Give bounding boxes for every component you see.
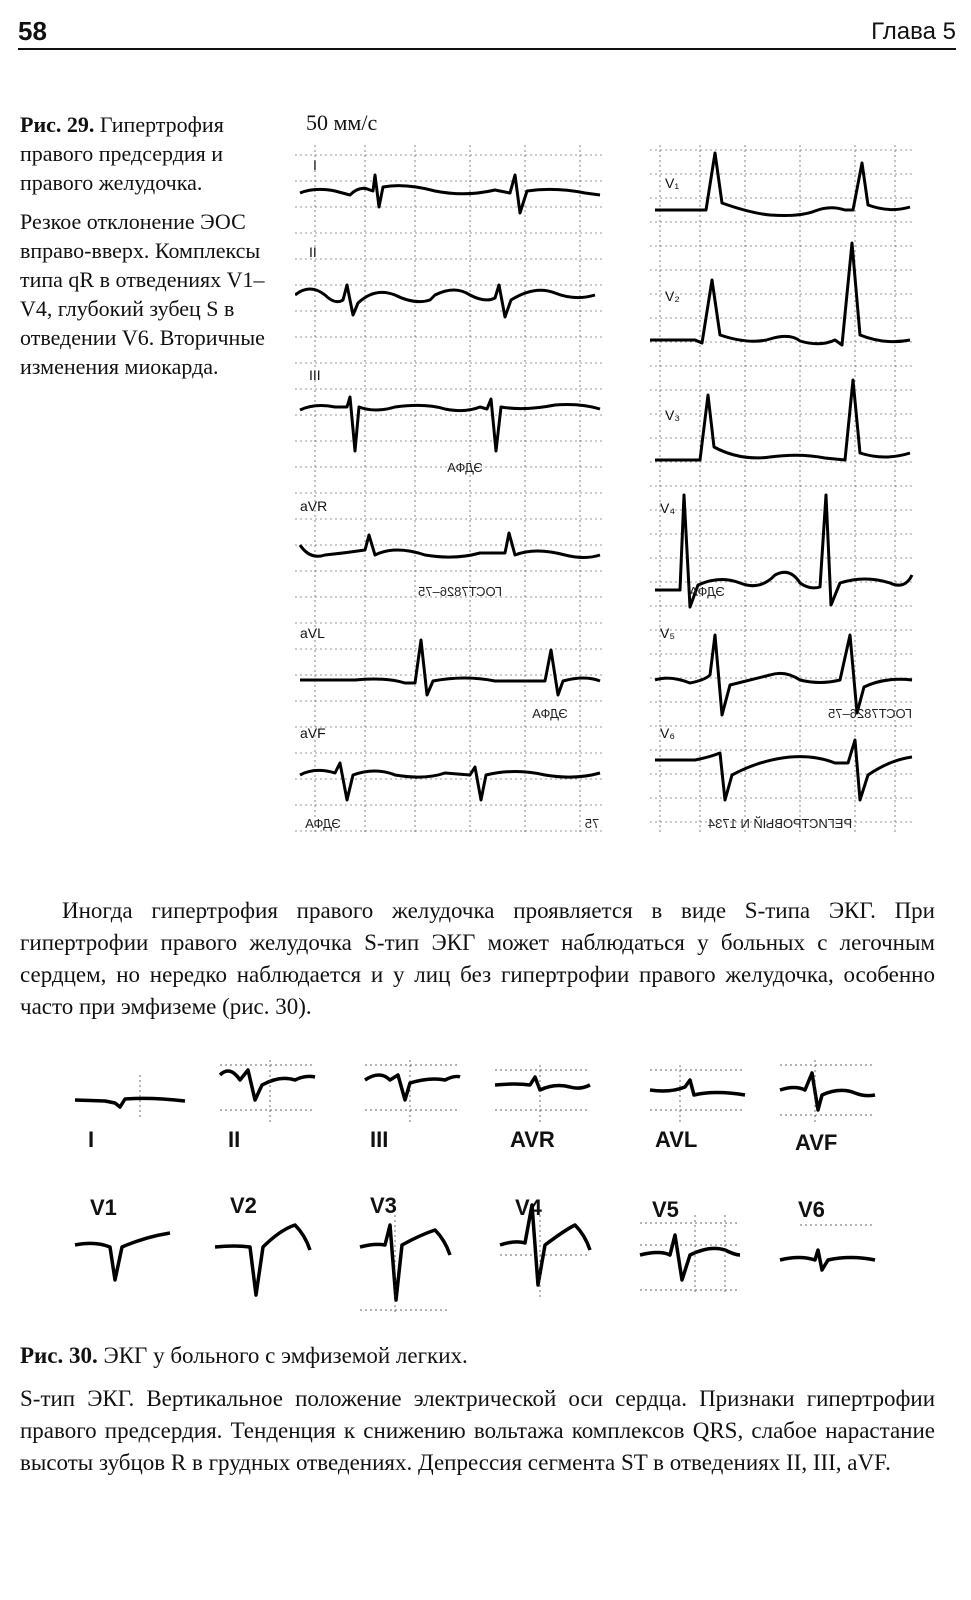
figure-29-caption [20, 110, 275, 391]
lead-label-V6: V₆ [660, 725, 675, 741]
trace-lead-AVF [780, 1073, 875, 1110]
trace-lead-III [300, 397, 600, 451]
lead-label-V5: V5 [652, 1197, 679, 1222]
trace-lead-aVL [300, 640, 600, 695]
trace-lead-I [75, 1098, 185, 1107]
lead-label-V4: V₄ [660, 500, 676, 516]
lead-label-AVF: AVF [795, 1130, 838, 1155]
lead-label-V3: V3 [370, 1193, 397, 1218]
trace-lead-V6 [780, 1250, 875, 1270]
chapter-title: Глава 5 [871, 18, 956, 45]
lead-label-III: III [370, 1127, 389, 1152]
lead-label-aVF: aVF [300, 725, 326, 741]
lead-label-III: III [309, 367, 321, 383]
paper-stamp: РЕГИСТРОВЫЙ N 1734 [707, 816, 853, 831]
lead-label-I: I [88, 1127, 95, 1152]
lead-label-V3: V₃ [665, 407, 681, 423]
figure-30-label: Рис. 30. [20, 1343, 98, 1368]
trace-lead-II [220, 1070, 315, 1100]
paper-speed: 50 мм/с [306, 110, 378, 135]
lead-label-aVL: aVL [300, 625, 325, 641]
paper-stamp: 75 [584, 816, 600, 831]
ecg-grid [295, 145, 915, 835]
trace-lead-V3 [655, 380, 910, 460]
lead-label-I: I [313, 157, 317, 173]
body-paragraph: Иногда гипертрофия правого желудочка проявляется в виде S-типа ЭКГ. При гипертрофии правого желудочка S-тип ЭКГ может наблюдаться у больных с легочным сердцем, но нередко наблюдается и у лиц без гипертрофии правого желудочка, особенно часто при эмфиземе (рис. 30). [20, 898, 935, 1019]
lead-label-V5: V₅ [660, 625, 675, 641]
figure-29-description: Резкое отклонение ЭОС вправо-вверх. Комплексы типа qR в отведениях V1–V4, глубокий зубец S в отведении V6. Вторичные изменения миокарда. [20, 209, 265, 379]
lead-label-V2: V₂ [665, 288, 680, 304]
lead-label-V6: V6 [798, 1197, 825, 1222]
paper-stamp: ГОСТ7826–75 [828, 706, 912, 721]
paper-stamp: ЭДФА [532, 706, 568, 721]
figure-30-description: S-тип ЭКГ. Вертикальное положение электрической оси сердца. Признаки гипертрофии правого предсердия. Тенденция к снижению вольтажа комплексов QRS, слабое нарастание высоты зубцов R в грудных отведениях. Депрессия сегмента ST в отведениях II, III, aVF. [20, 1386, 935, 1475]
paper-stamp: ЭДФА [689, 584, 725, 599]
paper-stamp: ЭДФА [305, 816, 341, 831]
lead-label-AVR: AVR [510, 1127, 555, 1152]
lead-label-II: II [309, 244, 317, 260]
page-header [18, 14, 956, 50]
trace-lead-V2 [215, 1225, 310, 1295]
figure-29-title: Гипертрофия правого предсердия и правого желудочка. [20, 112, 224, 195]
trace-lead-aVF [300, 763, 600, 800]
page-number: 58 [18, 16, 47, 46]
trace-lead-V6 [655, 740, 912, 800]
lead-label-AVL: AVL [655, 1127, 698, 1152]
paper-stamp: ГОСТ7826–75 [418, 584, 502, 599]
lead-label-V1: V1 [90, 1195, 117, 1220]
trace-lead-V1 [75, 1233, 170, 1280]
trace-lead-II [295, 285, 595, 317]
figure-30-ecg [70, 1055, 900, 1320]
trace-lead-AVR [495, 1077, 590, 1090]
trace-lead-V5 [655, 635, 912, 715]
paper-stamp: ЭДФА [447, 460, 483, 475]
figure-30-title: ЭКГ у больного с эмфиземой легких. [103, 1343, 468, 1368]
trace-lead-I [300, 175, 600, 213]
figure-29-label: Рис. 29. [20, 112, 95, 137]
lead-label-V4: V4 [515, 1195, 542, 1220]
trace-lead-AVL [650, 1080, 745, 1095]
lead-label-II: II [228, 1127, 241, 1152]
figure-30-caption [20, 1340, 935, 1372]
lead-label-V1: V₁ [665, 175, 680, 191]
trace-lead-V1 [655, 153, 910, 216]
figure-29-ecg [295, 135, 920, 840]
lead-label-aVR: aVR [300, 498, 328, 514]
trace-lead-V4 [500, 1205, 590, 1285]
trace-lead-V3 [360, 1225, 450, 1300]
lead-label-V2: V2 [230, 1193, 257, 1218]
trace-lead-III [365, 1075, 460, 1100]
